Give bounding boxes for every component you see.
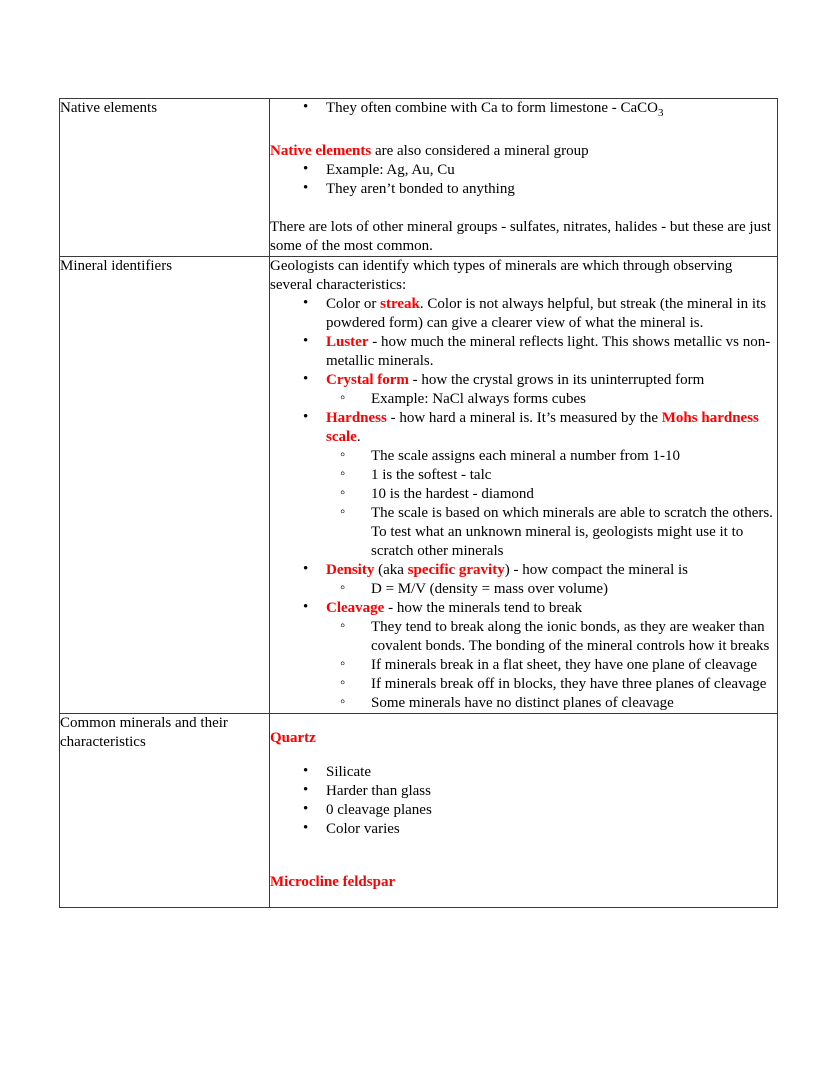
paragraph-spacer xyxy=(270,839,777,858)
row-label-cell-native-elements xyxy=(60,99,270,257)
list-item: • Example: Ag, Au, Cu xyxy=(270,161,777,180)
keyword-hardness: Hardness xyxy=(326,410,387,426)
row-label-mineral-identifiers: Mineral identifiers xyxy=(60,258,173,274)
list-item: • Silicate xyxy=(270,763,777,782)
list-item: ◦ If minerals break in a flat sheet, they have one plane of cleavage xyxy=(326,656,777,675)
notes-table xyxy=(59,98,778,908)
color-streak-pre: Color or xyxy=(326,296,381,312)
density-post2: ) - how compact the mineral is xyxy=(504,562,688,578)
keyword-specific-gravity: specific gravity xyxy=(407,562,505,578)
list-item xyxy=(270,99,777,123)
list-item: ◦ They tend to break along the ionic bonds, as they are weaker than covalent bonds. The bonding of the mineral controls how it breaks xyxy=(326,618,777,656)
list-item-crystal-form xyxy=(270,371,777,409)
keyword-mohs-hardness-scale: Mohs hardness scale xyxy=(326,410,759,445)
hardness-post: - how hard a mineral is. It’s measured by the xyxy=(386,410,662,426)
hardness-sublist xyxy=(326,447,777,561)
keyword-streak: streak xyxy=(380,296,420,312)
paragraph-spacer xyxy=(270,199,777,218)
list-item: ◦ D = M/V (density = mass over volume) xyxy=(326,580,777,599)
list-item: • 0 cleavage planes xyxy=(270,801,777,820)
list-item: ◦ 1 is the softest - talc xyxy=(326,466,777,485)
density-sublist xyxy=(326,580,777,599)
crystal-form-sublist xyxy=(326,390,777,409)
list-item-cleavage xyxy=(270,599,777,713)
native-elements-group-rest: are also considered a mineral group xyxy=(371,143,589,159)
list-item-color-streak xyxy=(270,295,777,333)
keyword-density: Density xyxy=(326,562,375,578)
table-row xyxy=(60,99,778,257)
list-item: ◦ Some minerals have no distinct planes of cleavage xyxy=(326,694,777,713)
row-content-cell-common-minerals xyxy=(270,714,778,908)
list-item-luster xyxy=(270,333,777,371)
row-label-common-minerals: Common minerals and their characteristics xyxy=(60,715,228,750)
hardness-post2: . xyxy=(356,429,361,445)
row-label-cell-mineral-identifiers xyxy=(60,257,270,714)
other-mineral-groups-note: There are lots of other mineral groups - sulfates, nitrates, halides - but these are just some of the most common. xyxy=(270,219,772,254)
list-item: ◦ 10 is the hardest - diamond xyxy=(326,485,777,504)
mineral-heading-microcline-feldspar: Microcline feldspar xyxy=(270,874,396,890)
quartz-bullet-list xyxy=(270,763,777,839)
keyword-native-elements: Native elements xyxy=(270,143,372,159)
keyword-cleavage: Cleavage xyxy=(326,600,385,616)
density-post: (aka xyxy=(374,562,408,578)
mineral-heading-quartz: Quartz xyxy=(270,730,316,746)
color-streak-post: . Color is not always helpful, but streak (the mineral in its powdered form) can give a clearer view of what the mineral is. xyxy=(326,296,767,331)
list-item: ◦ If minerals break off in blocks, they have three planes of cleavage xyxy=(326,675,777,694)
caco3-subscript: 3 xyxy=(658,107,664,119)
list-item: ◦ Example: NaCl always forms cubes xyxy=(326,390,777,409)
crystal-form-post: - how the crystal grows in its uninterrupted form xyxy=(408,372,705,388)
row-label-cell-common-minerals xyxy=(60,714,270,908)
mineral-identifiers-intro: Geologists can identify which types of minerals are which through observing several characteristics: xyxy=(270,258,733,293)
table-row xyxy=(60,714,778,908)
paragraph-spacer xyxy=(270,123,777,142)
cleavage-sublist xyxy=(326,618,777,713)
list-item: • They aren’t bonded to anything xyxy=(270,180,777,199)
list-item: • Color varies xyxy=(270,820,777,839)
row-content-cell-native-elements xyxy=(270,99,778,257)
luster-post: - how much the mineral reflects light. This shows metallic vs non-metallic minerals. xyxy=(326,334,771,369)
native-elements-group-line xyxy=(270,142,777,161)
list-item-density xyxy=(270,561,777,599)
characteristics-list xyxy=(270,295,777,713)
bullet-list-limestone xyxy=(270,99,777,123)
row-content-cell-mineral-identifiers xyxy=(270,257,778,714)
keyword-luster: Luster xyxy=(326,334,369,350)
limestone-text: They often combine with Ca to form limestone - CaCO xyxy=(326,100,659,116)
list-item: • Harder than glass xyxy=(270,782,777,801)
cleavage-post: - how the minerals tend to break xyxy=(384,600,583,616)
row-label-native-elements: Native elements xyxy=(60,100,158,116)
list-item: ◦ The scale is based on which minerals are able to scratch the others. To test what an unknown mineral is, geologists might use it to scratch other minerals xyxy=(326,504,777,561)
keyword-crystal-form: Crystal form xyxy=(326,372,409,388)
list-item: ◦ The scale assigns each mineral a number from 1-10 xyxy=(326,447,777,466)
list-item-hardness xyxy=(270,409,777,561)
table-row xyxy=(60,257,778,714)
bullet-list-native-elements xyxy=(270,161,777,199)
